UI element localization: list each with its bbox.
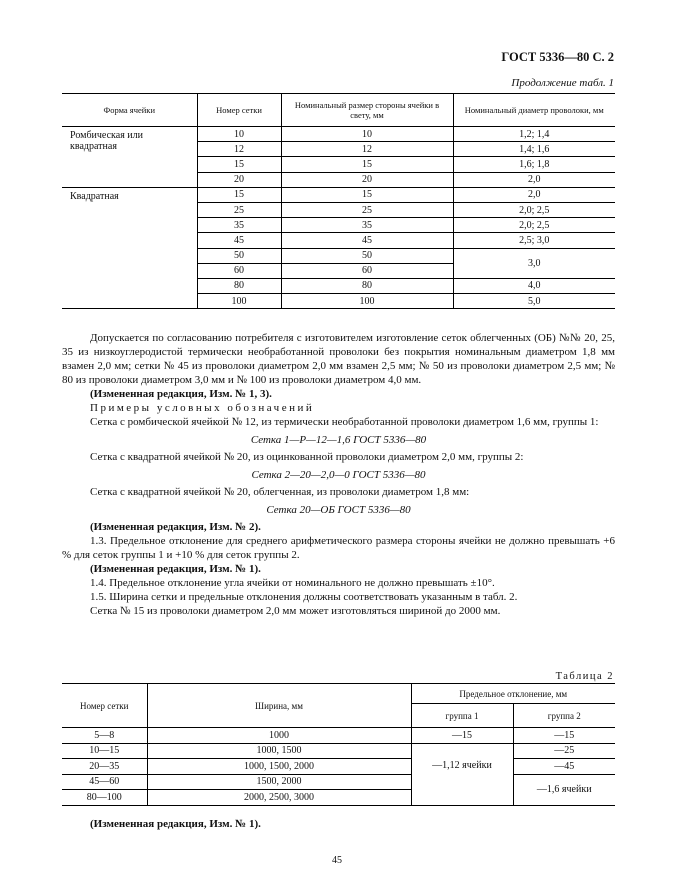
table-row [62, 187, 615, 202]
diameter-cell: 2,0 [453, 172, 615, 187]
example-1-code: Сетка 1—Р—12—1,6 ГОСТ 5336—80 [250, 434, 427, 446]
example-1-text: Сетка с ромбической ячейкой № 12, из термически необработанной проволоки диаметром 1,6 мм, группы 1: [90, 416, 599, 428]
col-header-size: Номинальный размер стороны ячейки в свету, мм [281, 94, 453, 127]
group-2-cell: —15 [513, 728, 615, 744]
table-header-row [62, 94, 615, 127]
clause-1-3: 1.3. Предельное отклонение для среднего арифметического размера стороны ячейки не должно превышать +6 % для сеток группы 1 и +10 % для сеток группы 2. [62, 535, 615, 561]
size-cell: 20 [281, 172, 453, 187]
size-cell: 25 [281, 202, 453, 217]
number-cell: 5—8 [62, 728, 147, 744]
col-header-number: Номер сетки [197, 94, 281, 127]
clause-1-5-note: Сетка № 15 из проволоки диаметром 2,0 мм может изготовляться шириной до 2000 мм. [90, 605, 501, 617]
table-row [62, 127, 615, 142]
body-text [62, 331, 615, 618]
number-cell: 10—15 [62, 743, 147, 759]
table-row [62, 743, 615, 759]
size-cell: 45 [281, 233, 453, 248]
size-cell: 80 [281, 278, 453, 293]
diameter-cell: 1,6; 1,8 [453, 157, 615, 172]
width-cell: 1000, 1500, 2000 [147, 759, 411, 775]
diameter-cell: 4,0 [453, 278, 615, 293]
diameter-cell: 1,4; 1,6 [453, 142, 615, 157]
document-header: ГОСТ 5336—80 С. 2 [501, 50, 614, 64]
number-cell: 60 [197, 263, 281, 278]
group-1-cell: —1,12 ячейки [411, 743, 513, 805]
table-row [62, 774, 615, 790]
page-number: 45 [332, 855, 342, 866]
number-cell: 80—100 [62, 790, 147, 806]
number-cell: 50 [197, 248, 281, 263]
diameter-cell: 2,5; 3,0 [453, 233, 615, 248]
edition-note: (Измененная редакция, Изм. № 1). [90, 818, 261, 830]
diameter-cell: 2,0; 2,5 [453, 218, 615, 233]
edition-note: (Измененная редакция, Изм. № 1, 3). [90, 388, 272, 400]
col-header-number: Номер сетки [62, 684, 147, 728]
table-header-row [62, 684, 615, 704]
diameter-cell: 2,0 [453, 187, 615, 202]
example-2-text: Сетка с квадратной ячейкой № 20, из оцинкованной проволоки диаметром 2,0 мм, группы 2: [90, 451, 524, 463]
group-1-cell: —15 [411, 728, 513, 744]
width-cell: 2000, 2500, 3000 [147, 790, 411, 806]
number-cell: 12 [197, 142, 281, 157]
number-cell: 35 [197, 218, 281, 233]
size-cell: 15 [281, 157, 453, 172]
size-cell: 100 [281, 294, 453, 309]
form-cell: Ромбическая или квадратная [62, 127, 197, 188]
clause-1-5: 1.5. Ширина сетки и предельные отклонения должны соответствовать указанным в табл. 2. [90, 591, 518, 603]
number-cell: 15 [197, 187, 281, 202]
examples-heading: Примеры условных обозначений [90, 402, 315, 414]
table-row [62, 759, 615, 775]
col-header-diameter: Номинальный диаметр проволоки, мм [453, 94, 615, 127]
diameter-cell: 3,0 [453, 248, 615, 278]
col-header-form: Форма ячейки [62, 94, 197, 127]
diameter-cell: 1,2; 1,4 [453, 127, 615, 142]
size-cell: 12 [281, 142, 453, 157]
number-cell: 10 [197, 127, 281, 142]
diameter-cell: 2,0; 2,5 [453, 202, 615, 217]
example-3-text: Сетка с квадратной ячейкой № 20, облегченная, из проволоки диаметром 1,8 мм: [90, 486, 470, 498]
number-cell: 45—60 [62, 774, 147, 790]
table-continuation-label: Продолжение табл. 1 [511, 77, 614, 89]
edition-note: (Измененная редакция, Изм. № 1). [90, 563, 261, 575]
example-2-code: Сетка 2—20—2,0—0 ГОСТ 5336—80 [251, 469, 426, 481]
edition-note: (Измененная редакция, Изм. № 2). [90, 521, 261, 533]
number-cell: 15 [197, 157, 281, 172]
col-header-deviation: Предельное отклонение, мм [411, 684, 615, 704]
size-cell: 10 [281, 127, 453, 142]
width-cell: 1000 [147, 728, 411, 744]
size-cell: 60 [281, 263, 453, 278]
example-3-code: Сетка 20—ОБ ГОСТ 5336—80 [266, 504, 411, 516]
number-cell: 20 [197, 172, 281, 187]
diameter-cell: 5,0 [453, 294, 615, 309]
group-2-cell: —25 [513, 743, 615, 759]
col-header-width: Ширина, мм [147, 684, 411, 728]
mesh-table-2 [62, 683, 615, 806]
size-cell: 50 [281, 248, 453, 263]
number-cell: 45 [197, 233, 281, 248]
width-cell: 1500, 2000 [147, 774, 411, 790]
paragraph-lightweight-mesh: Допускается по согласованию потребителя с изготовителем изготовление сеток облегченных (ОБ) №№ 20, 25, 35 из низкоуглеродистой термически необработанной проволоки без покрытия номинальным диаметром 1,8 мм взамен 2,0 мм; сетки № 45 из проволоки диаметром 2,0 мм взамен 2,5 мм; № 50 из проволоки диаметром 2,5 мм; № 80 из проволоки диаметром 3,0 мм и № 100 из проволоки диаметром 4,0 мм. [62, 332, 615, 386]
number-cell: 100 [197, 294, 281, 309]
table-2-caption: Таблица 2 [555, 671, 614, 682]
number-cell: 20—35 [62, 759, 147, 775]
col-header-group-1: группа 1 [411, 704, 513, 728]
size-cell: 35 [281, 218, 453, 233]
group-2-cell: —45 [513, 759, 615, 775]
group-2-cell: —1,6 ячейки [513, 774, 615, 805]
form-cell: Квадратная [62, 187, 197, 309]
width-cell: 1000, 1500 [147, 743, 411, 759]
table-row [62, 728, 615, 744]
size-cell: 15 [281, 187, 453, 202]
col-header-group-2: группа 2 [513, 704, 615, 728]
clause-1-4: 1.4. Предельное отклонение угла ячейки от номинального не должно превышать ±10°. [90, 577, 495, 589]
mesh-table-1 [62, 93, 615, 309]
number-cell: 25 [197, 202, 281, 217]
number-cell: 80 [197, 278, 281, 293]
